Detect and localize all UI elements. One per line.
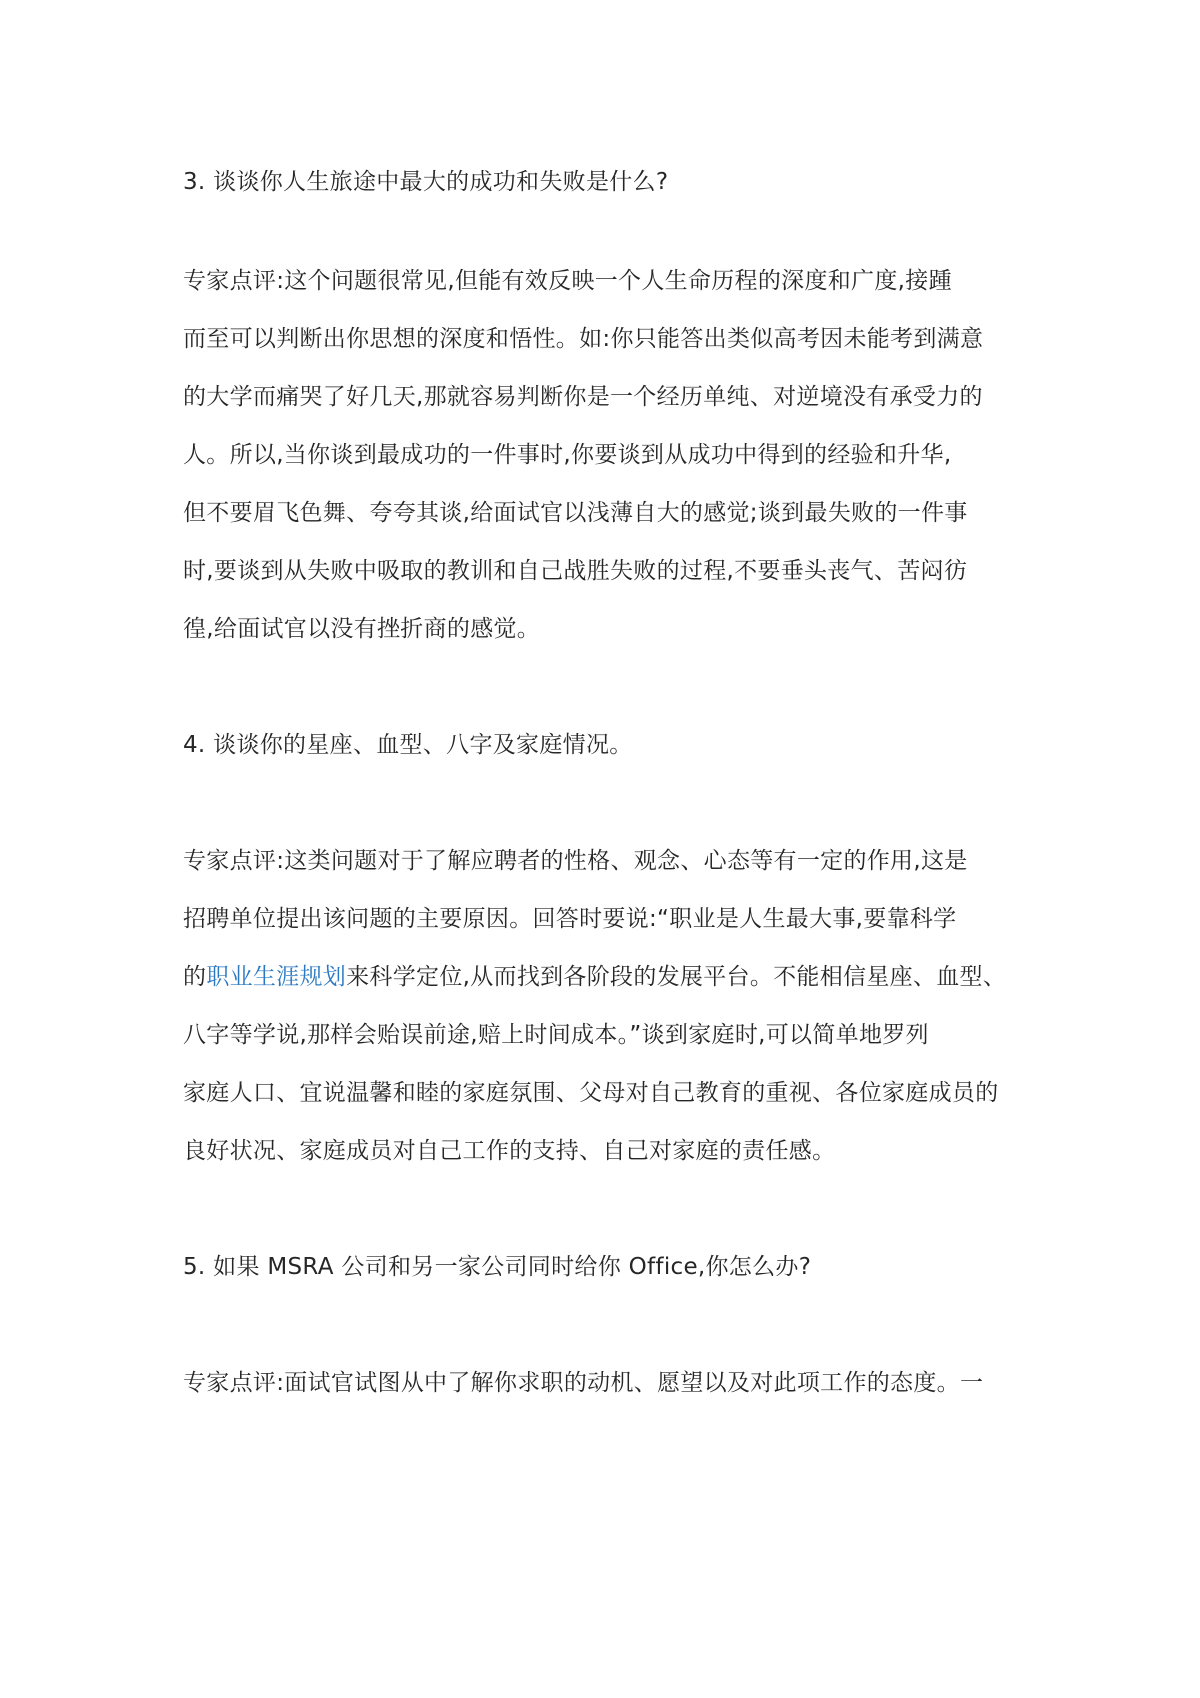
- comment-line: 徨,给面试官以没有挫折商的感觉。: [183, 616, 541, 642]
- comment-line: 而至可以判断出你思想的深度和悟性。如:你只能答出类似高考因未能考到满意: [183, 326, 984, 352]
- comment-line: 的大学而痛哭了好几天,那就容易判断你是一个经历单纯、对逆境没有承受力的: [183, 384, 983, 410]
- comment-line: 专家点评:这类问题对于了解应聘者的性格、观念、心态等有一定的作用,这是: [183, 848, 968, 874]
- comment-line-with-link: [183, 961, 1006, 993]
- question-4: 4. 谈谈你的星座、血型、八字及家庭情况。: [183, 732, 633, 758]
- comment-line: 但不要眉飞色舞、夸夸其谈,给面试官以浅薄自大的感觉;谈到最失败的一件事: [183, 500, 968, 526]
- comment-line: 家庭人口、宜说温馨和睦的家庭氛围、父母对自己教育的重视、各位家庭成员的: [183, 1080, 999, 1106]
- comment-line: 招聘单位提出该问题的主要原因。回答时要说:“职业是人生最大事,要靠科学: [183, 906, 957, 932]
- document-page: [183, 0, 1028, 1698]
- comment-line: 人。所以,当你谈到最成功的一件事时,你要谈到从成功中得到的经验和升华,: [183, 442, 952, 468]
- comment-line: 八字等学说,那样会贻误前途,赔上时间成本。”谈到家庭时,可以简单地罗列: [183, 1022, 929, 1048]
- career-planning-link[interactable]: 职业生涯规划: [206, 964, 347, 990]
- question-5: 5. 如果 MSRA 公司和另一家公司同时给你 Office,你怎么办?: [183, 1254, 812, 1280]
- comment-line: 专家点评:这个问题很常见,但能有效反映一个人生命历程的深度和广度,接踵: [183, 268, 952, 294]
- link-prefix: 的: [183, 964, 207, 990]
- comment-line: 专家点评:面试官试图从中了解你求职的动机、愿望以及对此项工作的态度。一: [183, 1370, 984, 1396]
- comment-line: 良好状况、家庭成员对自己工作的支持、自己对家庭的责任感。: [183, 1138, 836, 1164]
- link-suffix: 来科学定位,从而找到各阶段的发展平台。不能相信星座、血型、: [346, 964, 1007, 990]
- comment-line: 时,要谈到从失败中吸取的教训和自己战胜失败的过程,不要垂头丧气、苦闷彷: [183, 558, 968, 584]
- question-3: 3. 谈谈你人生旅途中最大的成功和失败是什么?: [183, 169, 669, 195]
